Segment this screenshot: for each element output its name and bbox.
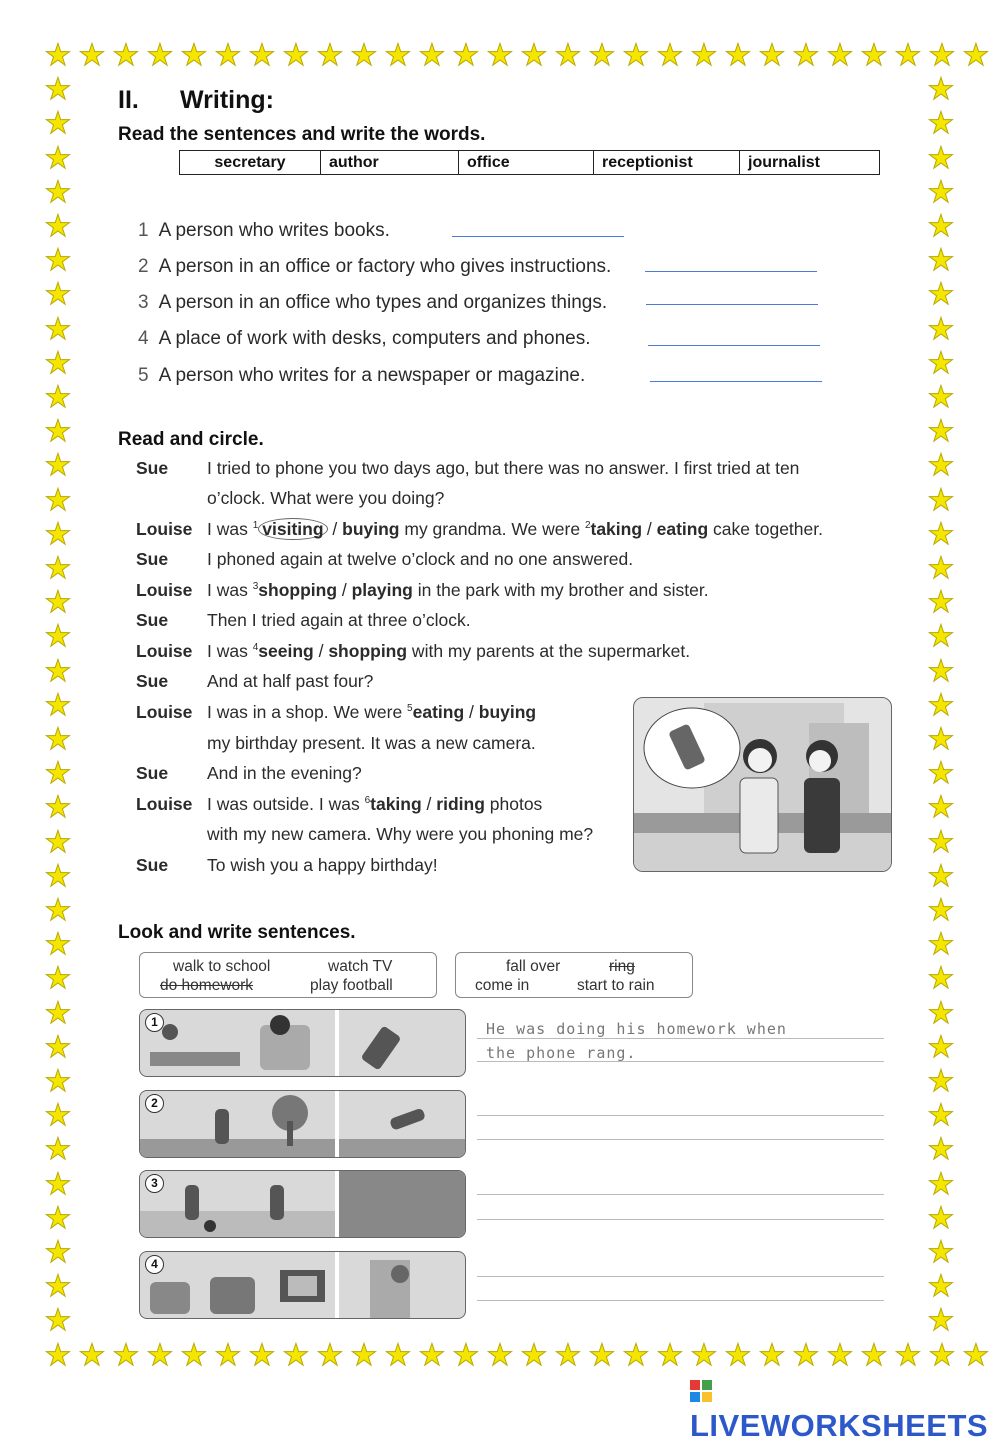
star-icon: ★ (180, 38, 208, 73)
dialogue-text (207, 824, 593, 845)
writing-line[interactable] (477, 1061, 884, 1062)
writing-line[interactable] (477, 1038, 884, 1039)
option-a[interactable]: taking (370, 794, 422, 814)
star-icon: ★ (927, 756, 955, 792)
star-icon: ★ (44, 277, 72, 313)
star-icon: ★ (180, 1338, 208, 1373)
writing-line[interactable] (477, 1276, 884, 1277)
writing-line[interactable] (477, 1219, 884, 1220)
line-text: And at half past four? (207, 671, 374, 691)
answer-line-4[interactable] (648, 345, 820, 346)
star-icon: ★ (927, 277, 955, 313)
star-icon: ★ (927, 858, 955, 894)
star-icon: ★ (44, 516, 72, 552)
gap-number: 2 (584, 520, 591, 532)
word-bank-item: receptionist (594, 151, 740, 175)
star-icon: ★ (554, 38, 582, 73)
option-a[interactable]: eating (412, 702, 465, 722)
star-icon: ★ (44, 1269, 72, 1305)
star-icon: ★ (350, 38, 378, 73)
star-icon: ★ (927, 653, 955, 689)
star-icon: ★ (44, 174, 72, 210)
star-icon: ★ (758, 1338, 786, 1373)
line-text: o’clock. What were you doing? (207, 488, 445, 508)
gap-number: 5 (407, 703, 413, 715)
star-icon: ★ (44, 1029, 72, 1065)
panel-number: 1 (145, 1013, 164, 1032)
star-icon: ★ (826, 1338, 854, 1373)
star-icon: ★ (554, 1338, 582, 1373)
dialogue-text (207, 671, 373, 692)
line-text: And in the evening? (207, 763, 362, 783)
star-icon: ★ (927, 824, 955, 860)
star-icon: ★ (44, 722, 72, 757)
star-icon: ★ (690, 38, 718, 73)
text-fragment: I was (207, 641, 253, 661)
star-icon: ★ (112, 38, 140, 73)
speaker-name: Sue (136, 671, 169, 691)
answer-line-1[interactable] (452, 236, 624, 237)
text-fragment: in the park with my brother and sister. (412, 580, 709, 600)
star-icon: ★ (792, 38, 820, 73)
star-icon: ★ (44, 927, 72, 963)
star-icon: ★ (928, 1338, 956, 1373)
star-icon: ★ (927, 961, 955, 997)
star-icon: ★ (44, 209, 72, 244)
text-fragment: I was outside. I was (207, 794, 365, 814)
star-icon: ★ (927, 893, 955, 928)
star-icon: ★ (44, 1064, 72, 1099)
speaker-name: Louise (136, 519, 193, 539)
star-icon: ★ (962, 38, 990, 73)
question-4: 4 A place of work with desks, computers and phones. (138, 328, 591, 349)
option-a[interactable]: visiting (258, 518, 327, 540)
panel-number: 2 (145, 1094, 164, 1113)
star-icon: ★ (588, 38, 616, 73)
star-icon: ★ (588, 1338, 616, 1373)
line-text: To wish you a happy birthday! (207, 855, 438, 875)
star-icon: ★ (927, 1200, 955, 1236)
star-icon: ★ (44, 893, 72, 928)
star-icon: ★ (927, 1098, 955, 1134)
star-icon: ★ (927, 995, 955, 1031)
question-2: 2 A person in an office or factory who gives instructions. (138, 256, 612, 277)
option-a[interactable]: seeing (258, 641, 314, 661)
text-fragment: cake together. (708, 519, 823, 539)
star-icon: ★ (486, 1338, 514, 1373)
star-icon: ★ (44, 106, 72, 142)
dialogue-text (207, 763, 362, 784)
option-b[interactable]: buying (478, 702, 537, 722)
star-icon: ★ (927, 448, 955, 484)
star-icon: ★ (112, 1338, 140, 1373)
star-icon: ★ (146, 1338, 174, 1373)
star-icon: ★ (826, 38, 854, 73)
star-icon: ★ (927, 482, 955, 518)
star-icon: ★ (927, 722, 955, 757)
star-icon: ★ (44, 790, 72, 826)
part3-instruction: Look and write sentences. (118, 922, 356, 943)
star-icon: ★ (724, 38, 752, 73)
verb-fall-over: fall over (506, 958, 561, 975)
star-icon: ★ (894, 1338, 922, 1373)
star-icon: ★ (44, 38, 72, 73)
star-icon: ★ (282, 38, 310, 73)
star-icon: ★ (44, 448, 72, 484)
dialogue-text: I was outside. I was $^6$taking / riding photos (207, 794, 543, 814)
option-a[interactable]: taking (590, 519, 643, 539)
panel-number: 4 (145, 1255, 164, 1274)
star-icon: ★ (927, 106, 955, 142)
star-icon: ★ (44, 961, 72, 997)
star-icon: ★ (78, 1338, 106, 1373)
verb-play-football: play football (310, 977, 393, 994)
verb-ring: ring (609, 958, 635, 975)
text-fragment: with my parents at the supermarket. (407, 641, 691, 661)
word-bank (179, 150, 880, 175)
star-icon: ★ (927, 1132, 955, 1168)
example-answer-line-2: the phone rang. (486, 1044, 637, 1062)
star-icon: ★ (622, 38, 650, 73)
question-5: 5 A person who writes for a newspaper or magazine. (138, 365, 586, 386)
section-heading: II. Writing: (118, 86, 274, 114)
star-icon: ★ (927, 243, 955, 279)
star-icon: ★ (44, 1166, 72, 1202)
star-icon: ★ (927, 585, 955, 621)
star-icon: ★ (78, 38, 106, 73)
star-icon: ★ (44, 1338, 72, 1373)
writing-line[interactable] (477, 1139, 884, 1140)
star-icon: ★ (927, 380, 955, 415)
word-bank-item: secretary (180, 151, 321, 175)
speaker-name: Louise (136, 702, 193, 722)
speaker-name: Sue (136, 610, 169, 630)
dialogue-text (207, 610, 471, 631)
dialogue-text: I was in a shop. We were $^5$eating / buying (207, 702, 537, 722)
writing-line[interactable] (477, 1300, 884, 1301)
star-icon: ★ (927, 174, 955, 210)
picture-panel-1 (139, 1009, 466, 1077)
speaker-name: Sue (136, 855, 169, 875)
star-icon: ★ (146, 38, 174, 73)
star-icon: ★ (860, 1338, 888, 1373)
star-icon: ★ (44, 311, 72, 347)
dialogue-text (207, 733, 536, 754)
star-icon: ★ (622, 1338, 650, 1373)
star-icon: ★ (927, 516, 955, 552)
text-fragment: I was (207, 519, 253, 539)
star-icon: ★ (927, 140, 955, 176)
star-icon: ★ (962, 1338, 990, 1373)
text-fragment: I was (207, 580, 253, 600)
star-icon: ★ (860, 38, 888, 73)
star-icon: ★ (44, 1132, 72, 1168)
line-text: my birthday present. It was a new camera. (207, 733, 536, 753)
star-icon: ★ (927, 1029, 955, 1065)
star-icon: ★ (520, 38, 548, 73)
dialogue-text (207, 458, 799, 479)
question-1: 1 A person who writes books. (138, 220, 390, 241)
star-icon: ★ (44, 653, 72, 689)
question-3: 3 A person in an office who types and organizes things. (138, 292, 608, 313)
star-icon: ★ (248, 1338, 276, 1373)
verb-walk-to-school: walk to school (173, 958, 271, 975)
word-bank-item: journalist (740, 151, 880, 175)
star-icon: ★ (418, 38, 446, 73)
speaker-name: Sue (136, 763, 169, 783)
star-icon: ★ (350, 1338, 378, 1373)
star-icon: ★ (44, 1098, 72, 1134)
star-icon: ★ (927, 345, 955, 381)
star-icon: ★ (656, 38, 684, 73)
star-icon: ★ (384, 1338, 412, 1373)
star-icon: ★ (656, 1338, 684, 1373)
star-icon: ★ (927, 790, 955, 826)
star-icon: ★ (452, 38, 480, 73)
dialogue-text: I was $^3$shopping / playing in the park with my brother and sister. (207, 580, 709, 600)
speaker-name: Louise (136, 641, 193, 661)
dialogue-text (207, 488, 444, 509)
star-icon: ★ (927, 1064, 955, 1099)
star-icon: ★ (927, 1269, 955, 1305)
verb-box-2 (455, 952, 693, 998)
option-b[interactable]: eating (656, 519, 709, 539)
star-icon: ★ (894, 38, 922, 73)
star-icon: ★ (44, 824, 72, 860)
star-icon: ★ (690, 1338, 718, 1373)
line-text: with my new camera. Why were you phoning me? (207, 824, 594, 844)
star-icon: ★ (44, 687, 72, 723)
star-icon: ★ (486, 38, 514, 73)
star-icon: ★ (44, 619, 72, 655)
star-icon: ★ (927, 927, 955, 963)
speaker-name: Sue (136, 458, 169, 478)
star-icon: ★ (927, 1235, 955, 1270)
answer-line-3[interactable] (646, 304, 818, 305)
star-icon: ★ (44, 585, 72, 621)
option-b[interactable]: playing (351, 580, 413, 600)
dialogue-text (207, 549, 633, 570)
answer-line-5[interactable] (650, 381, 822, 382)
star-icon: ★ (418, 1338, 446, 1373)
verb-watch-tv: watch TV (328, 958, 393, 975)
option-b[interactable]: riding (436, 794, 485, 814)
star-icon: ★ (44, 380, 72, 415)
star-icon: ★ (384, 38, 412, 73)
star-icon: ★ (44, 1235, 72, 1270)
text-fragment: my grandma. We were (399, 519, 585, 539)
star-icon: ★ (452, 1338, 480, 1373)
star-icon: ★ (927, 72, 955, 108)
picture-panel-2 (139, 1090, 466, 1158)
star-icon: ★ (927, 1303, 955, 1339)
writing-line[interactable] (477, 1115, 884, 1116)
star-icon: ★ (44, 482, 72, 518)
star-icon: ★ (44, 414, 72, 450)
dialogue-text (207, 855, 438, 876)
verb-box-1 (139, 952, 437, 998)
picture-panel-4 (139, 1251, 466, 1319)
gap-number: 6 (364, 795, 371, 807)
word-bank-item: office (459, 151, 594, 175)
verb-start-to-rain: start to rain (577, 977, 655, 994)
writing-line[interactable] (477, 1194, 884, 1195)
star-icon: ★ (44, 1303, 72, 1339)
speaker-name: Sue (136, 549, 169, 569)
gap-number: 3 (252, 581, 259, 593)
picture-panel-3 (139, 1170, 466, 1238)
gap-number: 1 (252, 520, 259, 532)
dialogue-illustration (633, 697, 892, 872)
star-icon: ★ (214, 38, 242, 73)
part2-instruction: Read and circle. (118, 429, 264, 450)
speaker-name: Louise (136, 794, 193, 814)
star-icon: ★ (44, 756, 72, 792)
star-icon: ★ (927, 687, 955, 723)
star-icon: ★ (248, 38, 276, 73)
star-icon: ★ (44, 858, 72, 894)
star-icon: ★ (520, 1338, 548, 1373)
star-icon: ★ (927, 209, 955, 244)
star-icon: ★ (927, 619, 955, 655)
star-icon: ★ (316, 1338, 344, 1373)
gap-number: 4 (252, 642, 259, 654)
text-fragment: I was in a shop. We were (207, 702, 408, 722)
part1-instruction: Read the sentences and write the words. (118, 124, 486, 145)
star-icon: ★ (758, 38, 786, 73)
liveworksheets-logo: LIVEWORKSHEETS (690, 1372, 999, 1444)
option-a[interactable]: shopping (258, 580, 338, 600)
word-bank-item: author (321, 151, 459, 175)
star-icon: ★ (927, 1166, 955, 1202)
example-answer-line-1: He was doing his homework when (486, 1020, 787, 1038)
line-text: I tried to phone you two days ago, but there was no answer. I first tried at ten (207, 458, 800, 478)
option-b[interactable]: shopping (328, 641, 408, 661)
star-icon: ★ (724, 1338, 752, 1373)
star-icon: ★ (282, 1338, 310, 1373)
star-icon: ★ (927, 311, 955, 347)
star-icon: ★ (44, 345, 72, 381)
star-icon: ★ (44, 243, 72, 279)
line-text: I phoned again at twelve o’clock and no one answered. (207, 549, 634, 569)
line-text: Then I tried again at three o’clock. (207, 610, 471, 630)
dialogue-text: I was $^4$seeing / shopping with my parents at the supermarket. (207, 641, 691, 661)
star-icon: ★ (44, 995, 72, 1031)
star-icon: ★ (927, 414, 955, 450)
option-b[interactable]: buying (342, 519, 400, 539)
verb-do-homework: do homework (160, 977, 254, 994)
answer-line-2[interactable] (645, 271, 817, 272)
star-icon: ★ (44, 1200, 72, 1236)
star-icon: ★ (44, 551, 72, 586)
star-icon: ★ (44, 72, 72, 108)
panel-number: 3 (145, 1174, 164, 1193)
star-icon: ★ (44, 140, 72, 176)
star-icon: ★ (316, 38, 344, 73)
star-icon: ★ (927, 551, 955, 586)
verb-come-in: come in (475, 977, 530, 994)
star-icon: ★ (928, 38, 956, 73)
text-fragment: photos (484, 794, 543, 814)
star-icon: ★ (792, 1338, 820, 1373)
star-icon: ★ (214, 1338, 242, 1373)
dialogue-text: I was $^1$ visiting / buying my grandma. We were $^2$taking / eating cake together. (207, 519, 823, 539)
speaker-name: Louise (136, 580, 193, 600)
